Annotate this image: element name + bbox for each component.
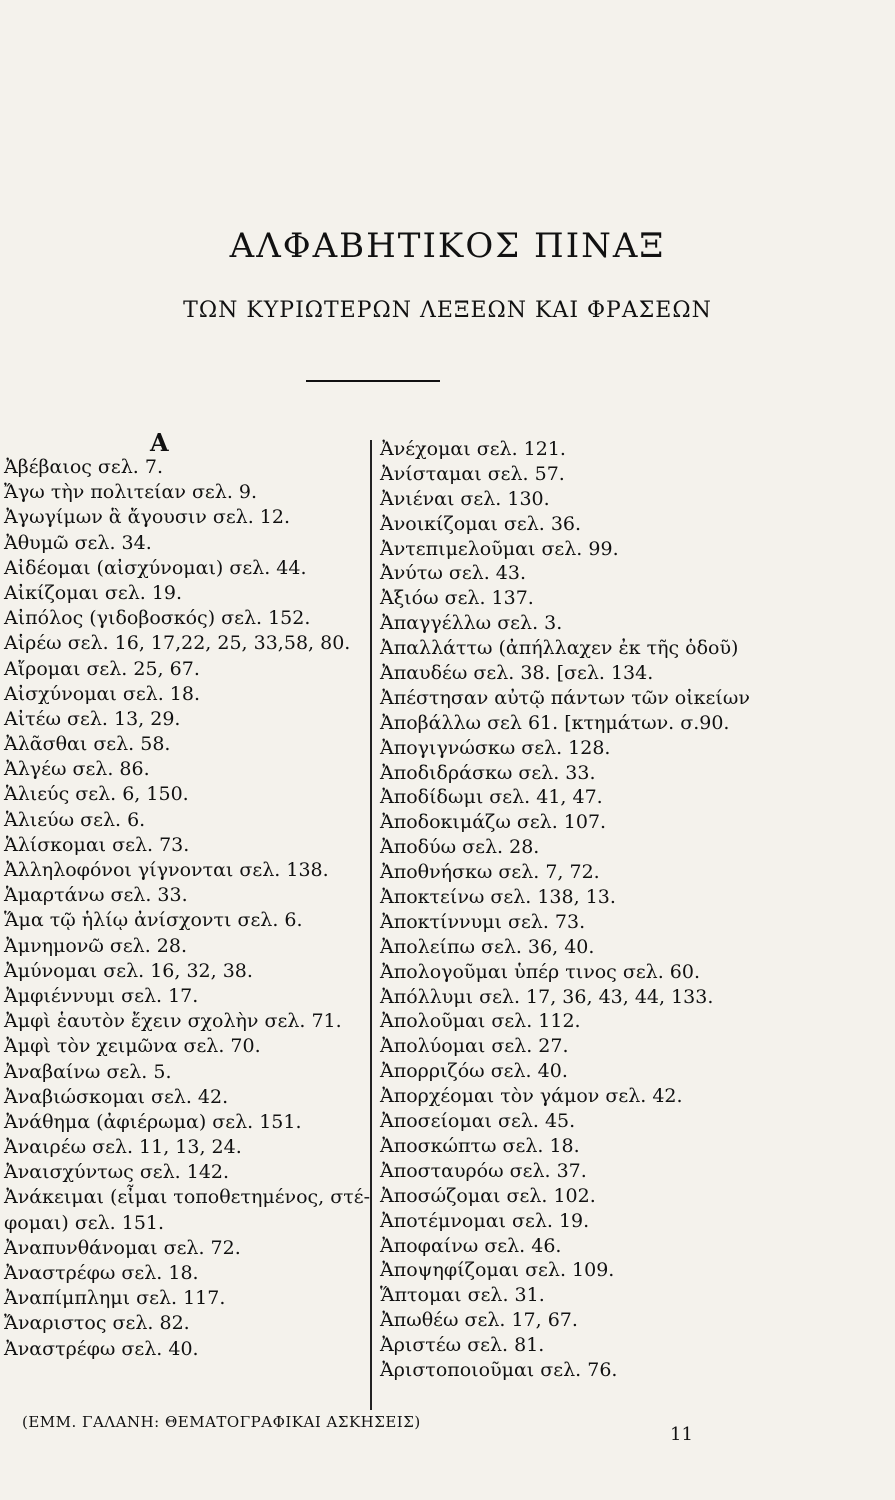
section-letter: Α	[150, 428, 169, 457]
index-entry: Ἁλιεύς σελ. 6, 150.	[4, 783, 189, 806]
index-entry: Ἅπτομαι σελ. 31.	[380, 1284, 545, 1307]
index-entry: Ἀξιόω σελ. 137.	[380, 587, 534, 610]
page-number: 11	[670, 1424, 693, 1445]
index-entry: Ἀπολείπω σελ. 36, 40.	[380, 935, 595, 958]
index-entry: Ἀποσώζομαι σελ. 102.	[380, 1184, 596, 1207]
index-entry: Αἰτέω σελ. 13, 29.	[4, 707, 181, 730]
index-entry: Ἀναβαίνω σελ. 5.	[4, 1060, 172, 1083]
index-entry: Ἀποφαίνω σελ. 46.	[380, 1234, 562, 1257]
index-entry: Ἀπολοῦμαι σελ. 112.	[380, 1010, 581, 1033]
index-entry: Ἀνοικίζομαι σελ. 36.	[380, 512, 582, 535]
index-entry: Ἀποδύω σελ. 28.	[380, 836, 540, 859]
left-index-column	[4, 455, 371, 1362]
index-entry: Ἀριστέω σελ. 81.	[380, 1334, 545, 1357]
index-entry: Αἰκίζομαι σελ. 19.	[4, 581, 183, 604]
index-entry: Ἀπόλλυμι σελ. 17, 36, 43, 44, 133.	[380, 985, 714, 1008]
index-entry: Ἀντεπιμελοῦμαι σελ. 99.	[380, 537, 619, 560]
index-entry: Ἀναβιώσκομαι σελ. 42.	[4, 1085, 229, 1108]
index-entry: Αἱρέω σελ. 16, 17,22, 25, 33,58, 80.	[4, 632, 351, 655]
index-entry: Ἀπαγγέλλω σελ. 3.	[380, 612, 563, 635]
index-entry: Αἰσχύνομαι σελ. 18.	[4, 682, 201, 705]
index-entry: Ἀλᾶσθαι σελ. 58.	[4, 733, 171, 756]
index-entry: Ἀποκτίννυμι σελ. 73.	[380, 910, 586, 933]
index-entry: Ἀπολύομαι σελ. 27.	[380, 1035, 569, 1058]
index-entry: Ἀποσείομαι σελ. 45.	[380, 1110, 576, 1133]
index-entry: Ἀνάκειμαι (εἶμαι τοποθετημένος, στέ-	[4, 1186, 371, 1209]
index-entry: Ἀνάθημα (ἀφιέρωμα) σελ. 151.	[4, 1110, 302, 1133]
index-entry: Ἀμφὶ ἑαυτὸν ἔχειν σχολὴν σελ. 71.	[4, 1010, 342, 1033]
index-entry: Ἀθυμῶ σελ. 34.	[4, 531, 152, 554]
right-index-column	[380, 437, 780, 1383]
index-entry: Ἀποθνήσκω σελ. 7, 72.	[380, 861, 600, 884]
index-entry: Ἀποδοκιμάζω σελ. 107.	[380, 811, 607, 834]
index-entry: Ἀναπυνθάνομαι σελ. 72.	[4, 1236, 241, 1259]
index-entry: Ἀποσταυρόω σελ. 37.	[380, 1159, 587, 1182]
index-entry: Ἀπέστησαν αὐτῷ πάντων τῶν οἰκείων	[380, 686, 750, 709]
page-title: ΑΛΦΑΒΗΤΙΚΟΣ ΠΙΝΑΞ	[229, 226, 666, 266]
index-entry: Ἀποκτείνω σελ. 138, 13.	[380, 886, 616, 909]
index-entry: Ἀναστρέφω σελ. 18.	[4, 1262, 199, 1284]
index-entry: Ἀποδίδωμι σελ. 41, 47.	[380, 786, 603, 809]
footer-source: (ΕΜΜ. ΓΑΛΑΝΗ: ΘΕΜΑΤΟΓΡΑΦΙΚΑΙ ΑΣΚΗΣΕΙΣ)	[22, 1413, 421, 1431]
index-entry: Ἁλιεύω σελ. 6.	[4, 808, 146, 831]
index-entry: Αἰδέομαι (αἰσχύνομαι) σελ. 44.	[4, 556, 307, 579]
index-entry: Ἀπογιγνώσκω σελ. 128.	[380, 736, 611, 759]
title-divider	[306, 380, 440, 382]
index-entry: Ἀπαλλάττω (ἀπήλλαχεν ἐκ τῆς ὁδοῦ)	[380, 637, 739, 660]
index-entry: Αἰπόλος (γιδοβοσκός) σελ. 152.	[4, 607, 311, 630]
index-entry: Αἴρομαι σελ. 25, 67.	[4, 657, 200, 680]
index-entry: Ἀνύτω σελ. 43.	[380, 562, 527, 585]
index-entry: Ἀποδιδράσκω σελ. 33.	[380, 761, 596, 784]
index-entry: Ἀπορχέομαι τὸν γάμον σελ. 42.	[380, 1085, 683, 1108]
index-entry: Ἀπαυδέω σελ. 38. [σελ. 134.	[380, 662, 654, 685]
index-entry: Ἀναστρέφω σελ. 40.	[4, 1337, 199, 1360]
index-entry: Ἀναπίμπλημι σελ. 117.	[4, 1287, 226, 1310]
index-entry: Ἀμύνομαι σελ. 16, 32, 38.	[4, 959, 253, 982]
index-entry: Ἀγωγίμων ἃ ἄγουσιν σελ. 12.	[4, 506, 291, 529]
page-subtitle: ΤΩΝ ΚΥΡΙΩΤΕΡΩΝ ΛΕΞΕΩΝ ΚΑΙ ΦΡΑΣΕΩΝ	[183, 298, 712, 323]
index-entry: Ἀποβάλλω σελ 61. [κτημάτων. σ.90.	[380, 711, 730, 734]
index-entry: Ἀπολογοῦμαι ὑπέρ τινος σελ. 60.	[380, 960, 701, 983]
index-entry: Ἁμαρτάνω σελ. 33.	[4, 884, 188, 907]
column-divider	[370, 440, 372, 1410]
index-entry: Ἀβέβαιος σελ. 7.	[4, 456, 163, 478]
index-entry: Ἀριστοποιοῦμαι σελ. 76.	[380, 1358, 618, 1381]
index-entry: φομαι) σελ. 151.	[4, 1211, 165, 1234]
index-entry: Ἅμα τῷ ἡλίῳ ἀνίσχοντι σελ. 6.	[4, 909, 303, 932]
index-entry: Ἄγω τὴν πολιτείαν σελ. 9.	[4, 481, 258, 504]
index-entry: Ἀμφιέννυμι σελ. 17.	[4, 984, 199, 1007]
index-entry: Ἀλληλοφόνοι γίγνονται σελ. 138.	[4, 859, 329, 881]
index-entry: Ἀνιέναι σελ. 130.	[380, 487, 550, 510]
index-entry: Ἀλγέω σελ. 86.	[4, 758, 150, 781]
index-entry: Ἀναισχύντως σελ. 142.	[4, 1161, 230, 1184]
index-entry: Ἀπορριζόω σελ. 40.	[380, 1060, 568, 1083]
index-entry: Ἀποσκώπτω σελ. 18.	[380, 1134, 580, 1157]
index-entry: Ἀποτέμνομαι σελ. 19.	[380, 1209, 590, 1232]
index-entry: Ἄναριστος σελ. 82.	[4, 1312, 190, 1335]
index-entry: Ἀπωθέω σελ. 17, 67.	[380, 1309, 578, 1332]
index-entry: Ἁλίσκομαι σελ. 73.	[4, 833, 190, 856]
index-entry: Ἀμνημονῶ σελ. 28.	[4, 934, 188, 957]
index-entry: Ἀνέχομαι σελ. 121.	[380, 438, 566, 460]
index-entry: Ἀνίσταμαι σελ. 57.	[380, 462, 565, 485]
index-entry: Ἀμφὶ τὸν χειμῶνα σελ. 70.	[4, 1035, 261, 1058]
index-entry: Ἀναιρέω σελ. 11, 13, 24.	[4, 1136, 242, 1159]
index-entry: Ἀποψηφίζομαι σελ. 109.	[380, 1259, 615, 1282]
